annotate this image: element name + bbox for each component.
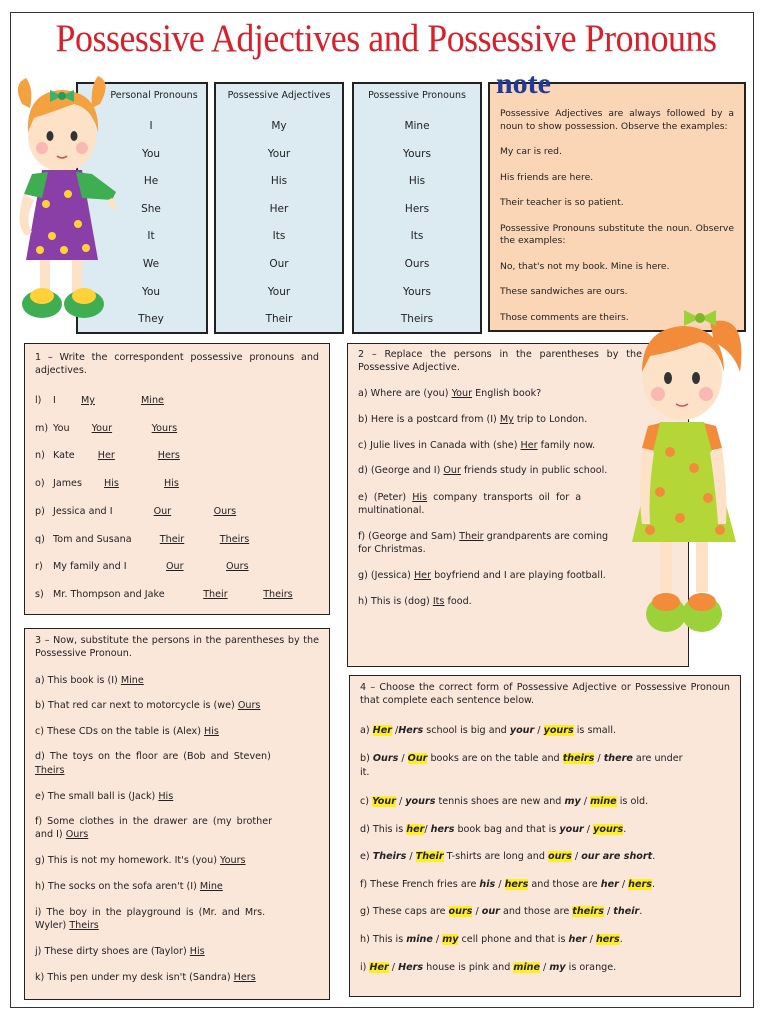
answer: Their: [459, 531, 484, 542]
item-text: h) This is (dog): [358, 596, 433, 607]
table-cell: Its: [410, 230, 424, 243]
note-paragraph: Possessive Pronouns substitute the noun. Observe the examples:: [500, 222, 734, 246]
item-text: /: [424, 824, 431, 835]
exercise-3-item-cont: [35, 829, 88, 840]
item-text: g) This is not my homework. It's (you): [35, 855, 221, 866]
note-example: His friends are here.: [500, 171, 594, 183]
row-label: p): [35, 505, 45, 517]
exercise-3-item: i) The boy in the playground is (Mr. and Mrs.: [35, 907, 266, 918]
exercise-1-row: [35, 478, 82, 489]
table-cell: Its: [272, 230, 286, 243]
adjective-answer: Our: [166, 561, 184, 573]
answer: Your: [451, 388, 473, 399]
item-text: trip to London.: [513, 414, 588, 425]
item-text: /: [583, 824, 594, 835]
girl-illustration: [12, 74, 124, 342]
answer-option: Your: [372, 796, 396, 807]
adjective-answer: Your: [91, 422, 113, 434]
adjective-answer: Her: [97, 450, 115, 462]
item-text: T-shirts are long and: [443, 851, 548, 862]
answer-option: her: [600, 879, 619, 890]
table-cell: Yours: [403, 285, 431, 298]
table-cell: It: [147, 230, 155, 243]
item-text: f) (George and Sam): [358, 531, 460, 542]
exercise-2-item-cont: multinational.: [358, 505, 425, 516]
possessive-pronouns-table: [352, 82, 482, 334]
table-cell: Yours: [403, 147, 431, 160]
item-text: family now.: [537, 440, 596, 451]
answer: Theirs: [35, 765, 65, 776]
item-text: and those are: [528, 879, 601, 890]
item-text: and those are: [499, 906, 573, 917]
exercise-4-item: [360, 962, 616, 973]
answer-option: Our: [407, 753, 428, 764]
item-text: /: [472, 906, 482, 917]
row-label: n): [35, 450, 45, 462]
row-subject: James: [53, 478, 82, 490]
answer-option: yours: [405, 796, 436, 807]
item-text: .: [623, 824, 627, 835]
item-text: book bag and that is: [454, 824, 560, 835]
answer: His: [189, 946, 205, 957]
answer: Theirs: [69, 920, 99, 931]
table-cell: Our: [269, 257, 289, 270]
answer-option: Her: [372, 725, 392, 736]
exercise-3-box: [24, 628, 330, 1000]
possessive-adjectives-table: [214, 82, 344, 334]
note-example: No, that's not my book. Mine is here.: [500, 260, 670, 272]
answer-option: Hers: [398, 962, 424, 973]
exercise-2-item: [358, 465, 607, 476]
answer-option: my: [442, 934, 459, 945]
exercise-2-item: [358, 440, 595, 451]
item-text: /: [495, 879, 505, 890]
table-cell: His: [270, 175, 288, 188]
answer-option: mine: [513, 962, 540, 973]
row-subject: Kate: [53, 450, 75, 462]
row-subject: Jessica and I: [53, 505, 113, 517]
answer-option: your: [509, 725, 535, 736]
item-text: English book?: [472, 388, 542, 399]
exercise-4-item: [360, 879, 655, 890]
item-text: a) This book is (I): [35, 675, 121, 686]
item-text: /: [594, 753, 604, 764]
answer-option: theirs: [572, 906, 604, 917]
answer: His: [204, 726, 219, 737]
exercise-4-instruction: 4 – Choose the correct form of Possessive Adjective or Possessive Pronoun that complete each sentence below.: [360, 682, 730, 706]
item-text: /: [391, 725, 399, 736]
adjective-answer: Their: [203, 588, 228, 600]
item-text: food.: [444, 596, 472, 607]
item-text: boyfriend and I are playing football.: [431, 570, 606, 581]
row-subject: My family and I: [53, 561, 127, 573]
exercise-1-row: [35, 450, 75, 461]
item-text: house is pink and: [423, 962, 514, 973]
answer: His: [158, 791, 174, 802]
girl-illustration: [630, 292, 746, 644]
answer-option: Ours: [372, 753, 399, 764]
item-text: f) These French fries are: [360, 879, 480, 890]
adjective-answer: Their: [159, 533, 185, 545]
answer: Her: [520, 440, 538, 451]
item-text: a) Where are (you): [358, 388, 452, 399]
answer-option: ours: [448, 906, 473, 917]
exercise-2-item: [358, 531, 608, 542]
item-text: tennis shoes are new and: [435, 796, 565, 807]
table-cell: You: [141, 147, 161, 160]
answer: Ours: [237, 700, 261, 711]
answer-option: her: [406, 824, 425, 835]
pronoun-answer: Hers: [157, 450, 180, 462]
table-cell: Ours: [404, 257, 430, 270]
answer-option: hers: [430, 824, 455, 835]
exercise-3-item: [35, 881, 223, 892]
answer-option: ours: [548, 851, 572, 862]
exercise-4-item: [360, 824, 626, 835]
exercise-3-item: [35, 791, 173, 802]
table-cell: You: [141, 285, 161, 298]
answer-option: there: [603, 753, 633, 764]
exercise-1-instruction: 1 – Write the correspondent possessive pronouns and adjectives.: [35, 352, 319, 376]
exercise-1-row: [35, 561, 127, 572]
item-text: b) Here is a postcard from (I): [358, 414, 500, 425]
table-cell: Mine: [404, 120, 430, 132]
pronoun-answer: Yours: [151, 422, 178, 434]
exercise-4-item: [360, 796, 648, 807]
item-text: g) These caps are: [360, 906, 449, 917]
item-text: .: [652, 851, 656, 862]
item-text: /: [603, 906, 614, 917]
item-text: cell phone and that is: [458, 934, 569, 945]
exercise-2-item: [358, 492, 581, 503]
item-text: /: [398, 753, 408, 764]
exercise-3-item: f) Some clothes in the drawer are (my brother: [35, 816, 273, 827]
row-label: m): [35, 422, 49, 434]
item-text: e) The small ball is (Jack): [35, 791, 159, 802]
answer-option: our are short: [581, 851, 653, 862]
pronoun-answer: Theirs: [263, 588, 293, 600]
item-text: friends study in public school.: [460, 465, 608, 476]
row-subject: Tom and Susana: [53, 533, 132, 545]
table-cell: Your: [267, 147, 291, 160]
answer-option: mine: [590, 796, 617, 807]
row-label: q): [35, 533, 45, 545]
possessive-pronouns-header: Possessive Pronouns: [368, 90, 466, 101]
table-cell: They: [138, 313, 164, 326]
item-text: c) Julie lives in Canada with (she): [358, 440, 521, 451]
row-label: l): [35, 395, 42, 406]
note-title: note: [496, 67, 551, 100]
adjective-answer: His: [104, 478, 119, 490]
pronoun-answer: Ours: [226, 561, 249, 573]
table-cell: My: [271, 120, 287, 132]
exercise-3-item: [35, 972, 256, 983]
answer-option: hers: [595, 934, 620, 945]
exercise-3-item: [35, 700, 260, 711]
item-text: and I): [35, 829, 66, 840]
answer-option: their: [613, 906, 640, 917]
table-cell: His: [408, 175, 426, 188]
note-paragraph: Possessive Adjectives are always followed by a noun to show possession. Observe the examples:: [500, 108, 734, 132]
item-text: /: [540, 962, 550, 973]
item-text: /: [534, 725, 544, 736]
item-text: h) This is: [360, 934, 407, 945]
exercise-2-item: [358, 596, 472, 607]
item-text: c): [360, 796, 373, 807]
table-cell: I: [149, 120, 153, 132]
row-label: o): [35, 478, 45, 490]
answer-option: hers: [504, 879, 529, 890]
table-cell: We: [142, 257, 160, 270]
exercise-1-row: [35, 589, 165, 600]
answer: His: [412, 492, 428, 503]
item-text: is small.: [573, 725, 617, 736]
item-text: company transports oil for a: [427, 492, 582, 503]
exercise-1-row: [35, 506, 113, 517]
item-text: k) This pen under my desk isn't (Sandra): [35, 972, 234, 983]
answer: Mine: [199, 881, 223, 892]
exercise-2-item-cont: for Christmas.: [358, 544, 426, 555]
table-cell: He: [143, 175, 159, 188]
answer: Yours: [220, 855, 246, 866]
table-cell: Theirs: [400, 313, 434, 326]
item-text: school is big and: [423, 725, 510, 736]
row-label: r): [35, 561, 43, 573]
exercise-4-item: [360, 753, 683, 764]
exercise-2-instruction: 2 – Replace the persons in the parentheses by the Possessive Adjective.: [358, 349, 642, 373]
table-cell: Hers: [404, 202, 430, 215]
item-text: /: [432, 934, 443, 945]
exercise-3-item: [35, 726, 219, 737]
pronoun-answer: His: [164, 478, 179, 490]
table-cell: She: [141, 202, 161, 215]
exercise-3-instruction: 3 – Now, substitute the persons in the parentheses by the Possessive Pronoun.: [35, 635, 319, 659]
answer-option: Theirs: [372, 851, 407, 862]
note-example: Those comments are theirs.: [500, 311, 629, 323]
answer-option: your: [559, 824, 584, 835]
item-text: are under: [632, 753, 683, 764]
exercise-3-item: [35, 855, 246, 866]
item-text: books are on the table and: [427, 753, 563, 764]
answer: My: [499, 414, 514, 425]
personal-pronouns-header: Personal Pronouns: [110, 90, 198, 101]
item-text: b): [360, 753, 373, 764]
item-text: g) (Jessica): [358, 570, 414, 581]
item-text: /: [618, 879, 629, 890]
exercise-4-item: [360, 906, 642, 917]
item-text: d) This is: [360, 824, 407, 835]
item-text: d) (George and I): [358, 465, 444, 476]
exercise-2-item: [358, 414, 587, 425]
table-cell: Her: [269, 202, 289, 215]
answer: Her: [413, 570, 432, 581]
exercise-1-row: [35, 423, 70, 434]
pronoun-answer: Theirs: [219, 533, 250, 545]
note-example: My car is red.: [500, 146, 562, 157]
row-label: s): [35, 588, 44, 600]
answer-option: Their: [415, 851, 444, 862]
item-text: /: [406, 851, 416, 862]
item-text: is old.: [616, 796, 649, 807]
item-text: e): [360, 851, 373, 862]
table-cell: Your: [267, 285, 291, 298]
exercise-3-item: [35, 675, 144, 686]
answer: Its: [432, 596, 445, 607]
table-cell: Their: [265, 313, 293, 326]
item-text: b) That red car next to motorcycle is (we): [35, 700, 238, 711]
exercise-1-box: [24, 343, 330, 615]
answer-option: yours: [593, 824, 624, 835]
exercise-2-item: [358, 388, 541, 399]
exercise-3-item-cont: [35, 765, 64, 776]
note-example: These sandwiches are ours.: [500, 286, 628, 297]
answer-option: mine: [406, 934, 433, 945]
item-text: Wyler): [35, 920, 70, 931]
item-text: .: [639, 906, 643, 917]
answer: Ours: [65, 829, 89, 840]
answer-option: Her: [369, 962, 389, 973]
item-text: i): [360, 962, 370, 973]
item-text: .: [651, 879, 656, 890]
possessive-adjectives-header: Possessive Adjectives: [227, 90, 331, 101]
item-text: h) The socks on the sofa aren't (I): [35, 881, 200, 892]
item-text: .: [619, 934, 623, 945]
answer-option: his: [479, 879, 496, 890]
answer-option: our: [481, 906, 500, 917]
answer-option: yours: [543, 725, 574, 736]
item-text: /: [388, 962, 399, 973]
answer-option: theirs: [562, 753, 595, 764]
row-subject: You: [53, 422, 70, 434]
item-text: e) (Peter): [358, 492, 413, 503]
row-subject: I: [53, 395, 56, 406]
item-text: is orange.: [565, 962, 617, 973]
item-text: c) These CDs on the table is (Alex): [35, 726, 205, 737]
exercise-4-item: [360, 725, 616, 736]
pronoun-answer: Ours: [213, 505, 237, 517]
adjective-answer: Our: [153, 505, 172, 517]
item-text: /: [586, 934, 596, 945]
row-subject: Mr. Thompson and Jake: [53, 588, 165, 600]
item-text: /: [571, 851, 582, 862]
item-text: a): [360, 725, 373, 736]
exercise-4-item-cont: it.: [360, 767, 370, 778]
answer: Our: [443, 465, 461, 476]
answer: Hers: [233, 972, 256, 983]
exercise-4-item: [360, 851, 655, 862]
item-text: /: [580, 796, 591, 807]
item-text: grandparents are coming: [483, 531, 609, 542]
answer: Mine: [120, 675, 144, 686]
exercise-3-item-cont: [35, 920, 99, 931]
item-text: /: [395, 796, 406, 807]
answer-option: her: [568, 934, 587, 945]
item-text: j) These dirty shoes are (Taylor): [35, 946, 190, 957]
exercise-1-row: [35, 534, 132, 545]
answer-option: my: [564, 796, 581, 807]
exercise-3-item: [35, 946, 205, 957]
answer-option: Hers: [398, 725, 424, 736]
adjective-answer: My: [81, 395, 95, 406]
page-title: Possessive Adjectives and Possessive Pronouns: [55, 17, 717, 60]
exercise-2-item: [358, 570, 606, 581]
note-example: Their teacher is so patient.: [500, 197, 624, 208]
answer-option: hers: [628, 879, 652, 890]
answer-option: my: [549, 962, 566, 973]
exercise-3-item: d) The toys on the floor are (Bob and Steven): [35, 751, 271, 762]
exercise-1-row: [35, 395, 56, 406]
exercise-4-box: [349, 675, 741, 997]
exercise-4-item: [360, 934, 623, 945]
pronoun-answer: Mine: [141, 395, 164, 406]
